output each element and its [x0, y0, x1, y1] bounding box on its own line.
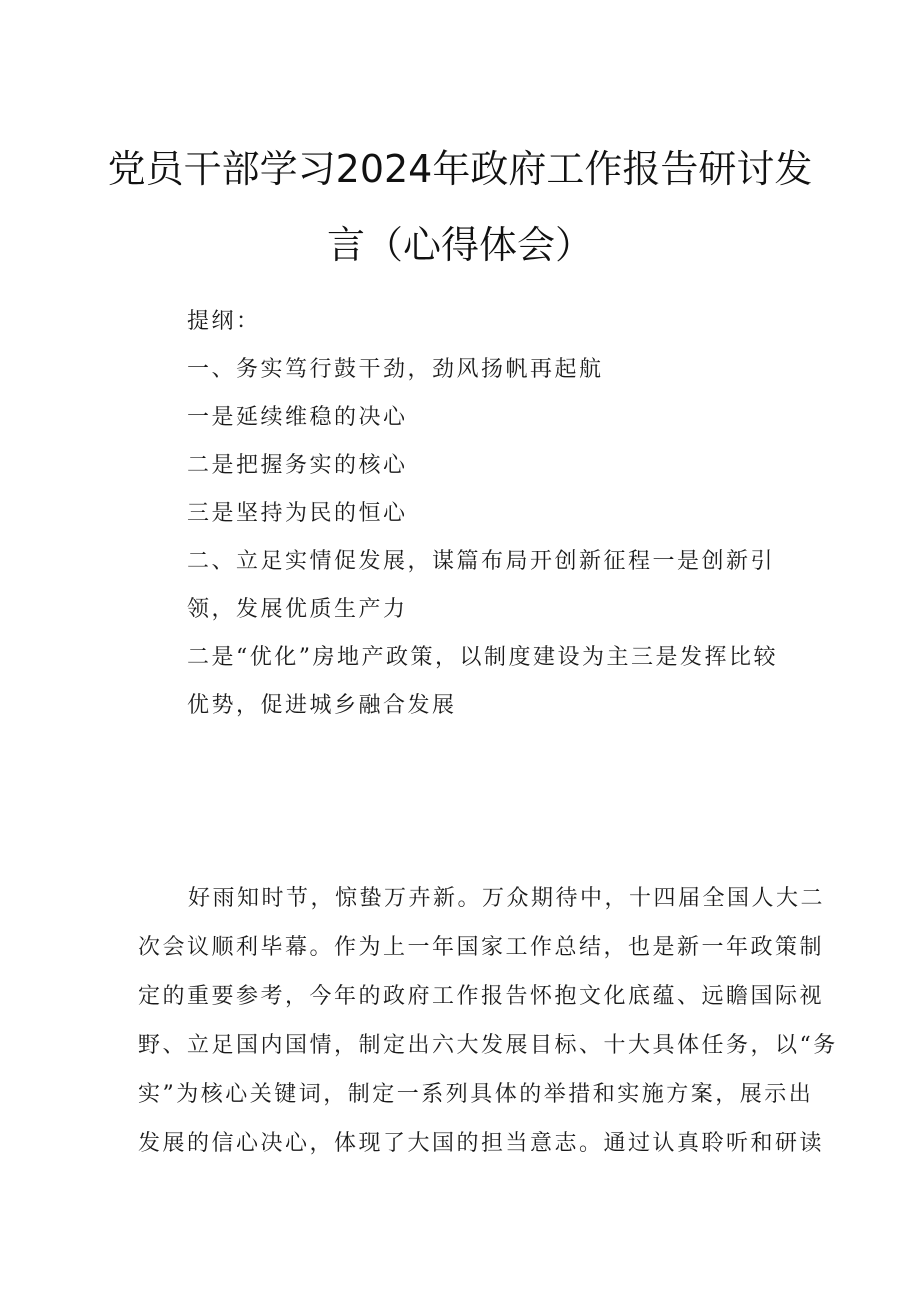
outline-heading: 提纲： — [187, 309, 261, 334]
outline-item: 二是把握务实的核心 — [187, 453, 408, 478]
outline-item: 一是延续维稳的决心 — [187, 405, 408, 430]
body-paragraph-line: 发展的信心决心，体现了大国的担当意志。通过认真聆听和研读 — [138, 1131, 825, 1156]
body-paragraph-line: 好雨知时节，惊蛰万卉新。万众期待中，十四届全国人大二 — [188, 886, 826, 911]
outline-item: 三是坚持为民的恒心 — [187, 501, 408, 526]
body-paragraph-line: 野、立足国内国情，制定出六大发展目标、十大具体任务，以“务 — [138, 1033, 838, 1058]
outline-item: 二、立足实情促发展，谋篇布局开创新征程一是创新引 — [187, 549, 776, 574]
outline-item: 优势，促进城乡融合发展 — [187, 693, 457, 718]
outline-item: 一、务实笃行鼓干劲，劲风扬帆再起航 — [187, 357, 604, 382]
body-paragraph-line: 实”为核心关键词，制定一系列具体的举措和实施方案，展示出 — [138, 1082, 814, 1107]
body-paragraph-line: 定的重要参考，今年的政府工作报告怀抱文化底蕴、远瞻国际视 — [138, 984, 825, 1009]
body-paragraph-line: 次会议顺利毕幕。作为上一年国家工作总结，也是新一年政策制 — [138, 935, 825, 960]
document-title-line-2: 言（心得体会） — [326, 223, 593, 267]
outline-item: 领，发展优质生产力 — [187, 597, 408, 622]
document-title-line-1: 党员干部学习2024年政府工作报告研讨发 — [107, 147, 813, 191]
outline-item: 二是“优化”房地产政策，以制度建设为主三是发挥比较 — [187, 645, 778, 670]
